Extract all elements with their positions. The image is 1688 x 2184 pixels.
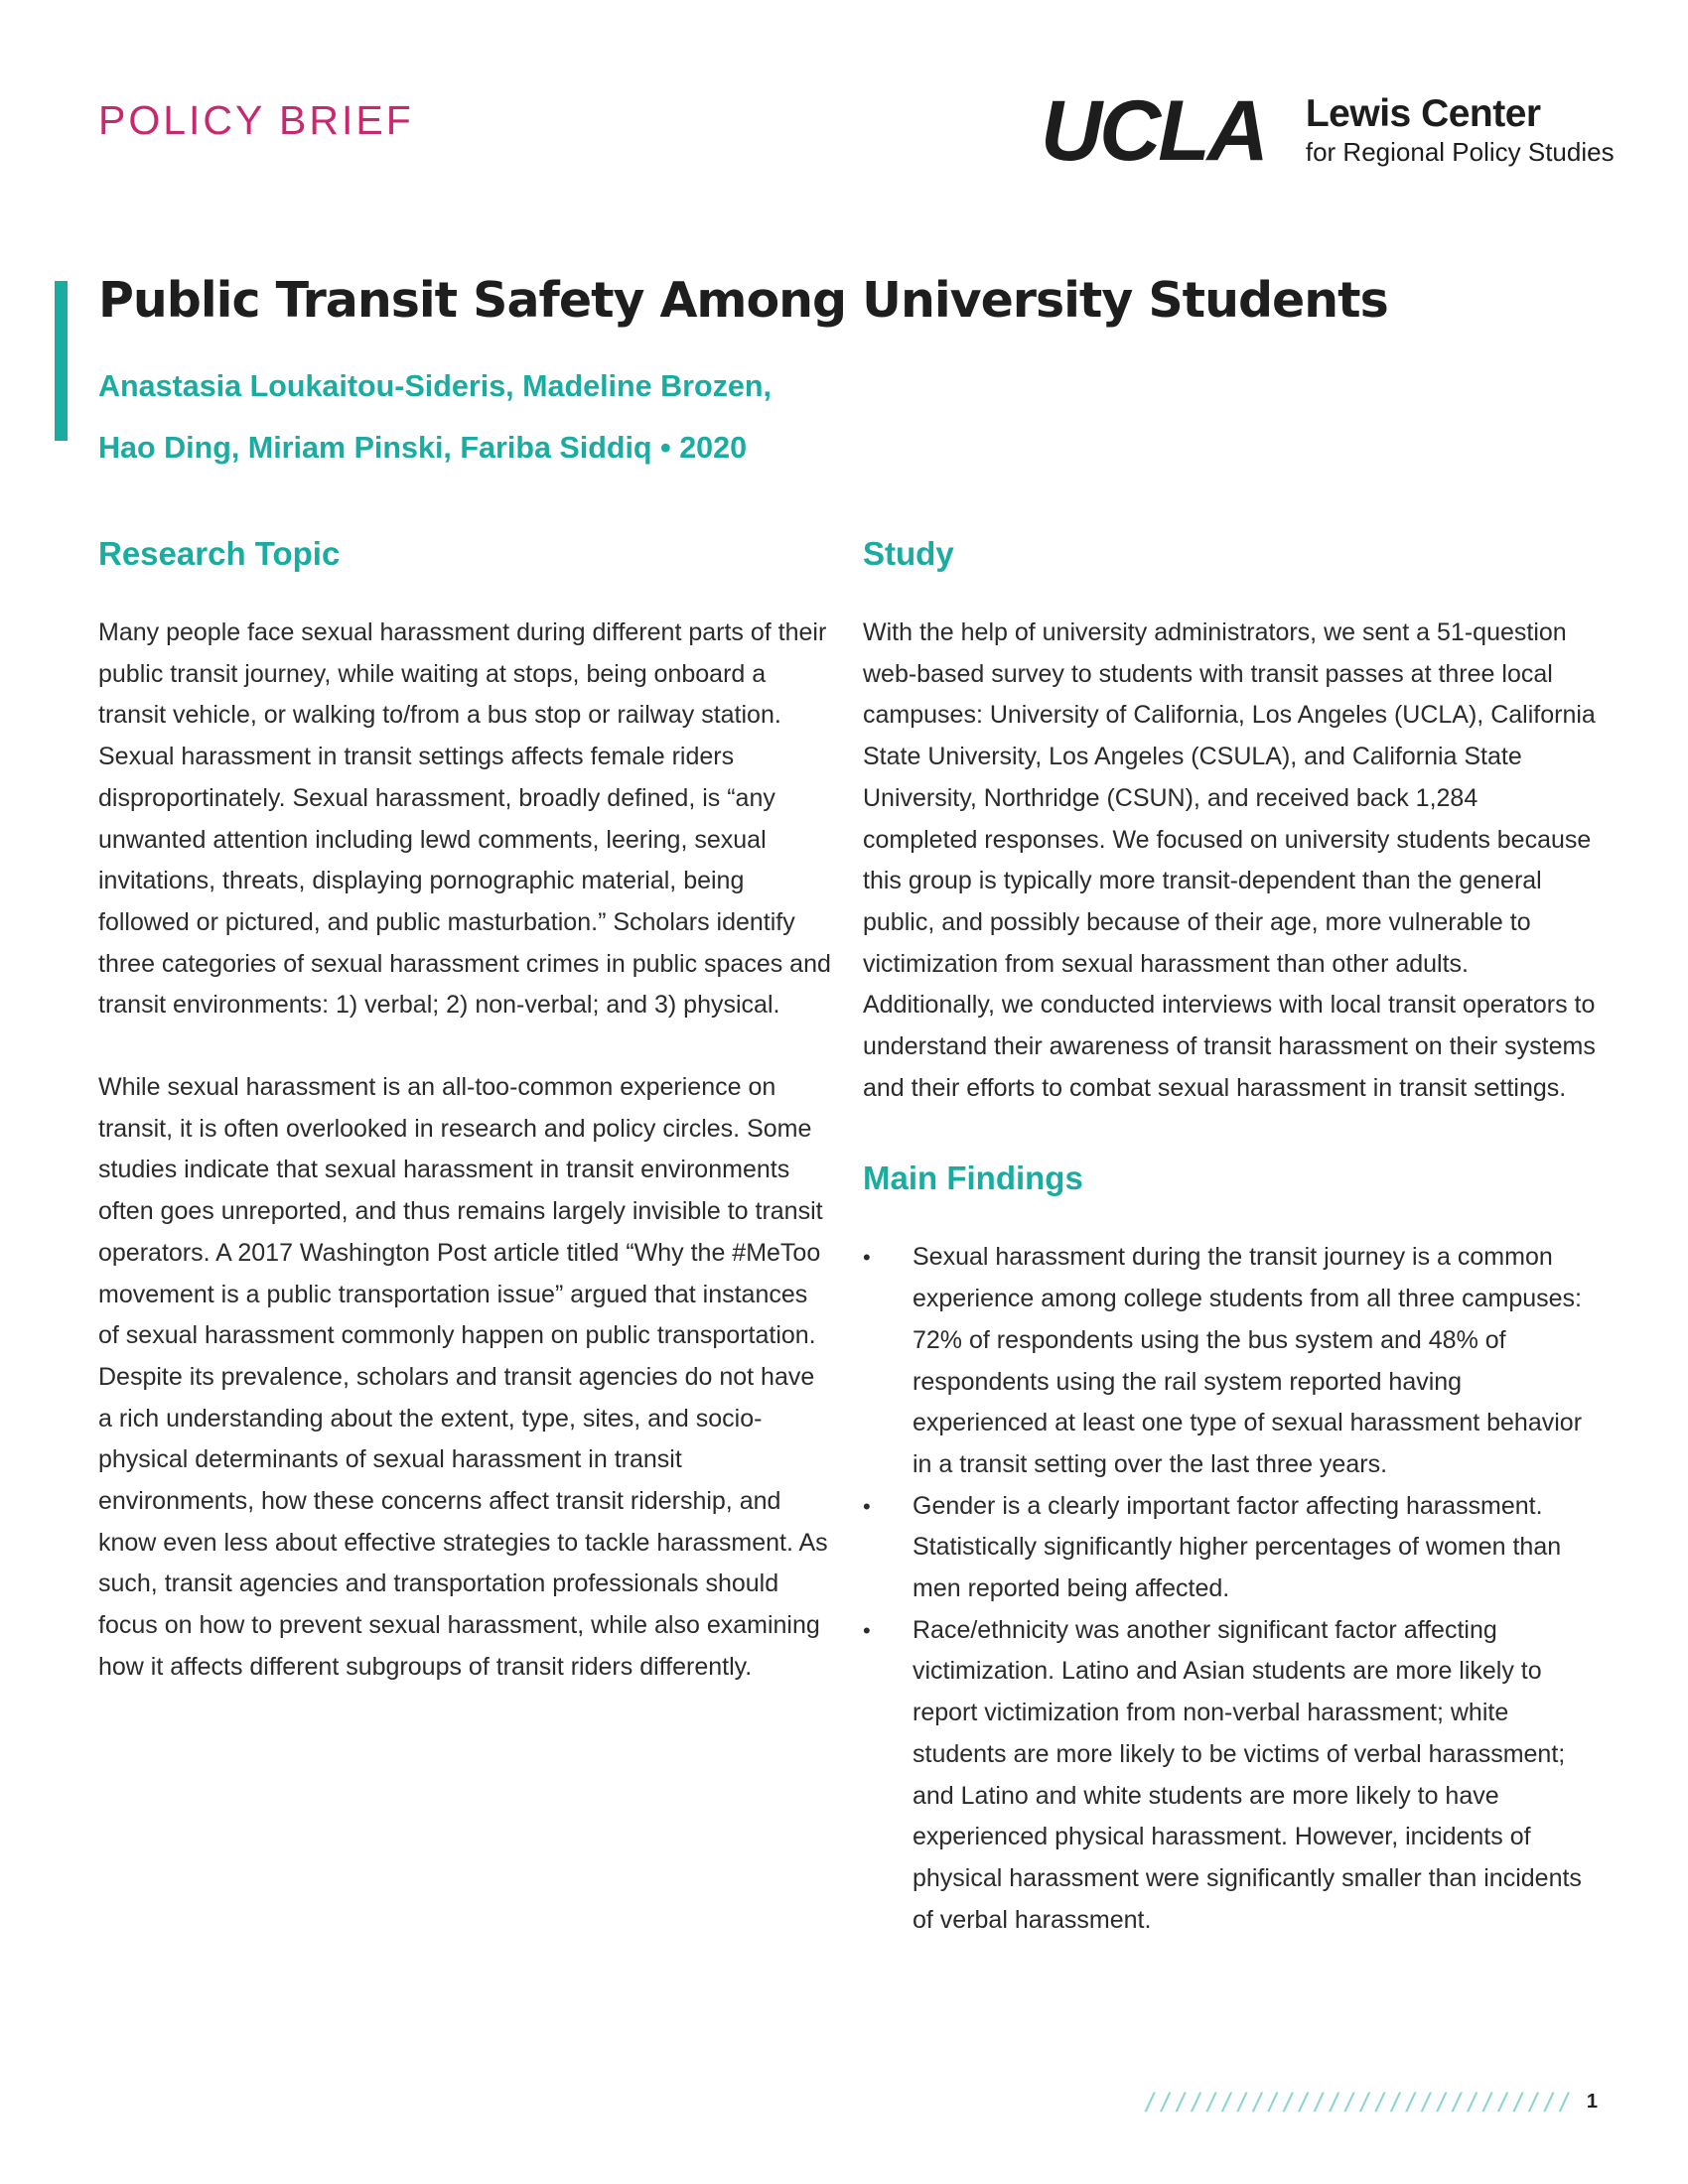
ucla-lewis-center-logo [1041,83,1615,179]
authors-block [98,355,772,478]
list-item [863,1610,1598,1942]
list-item [863,1237,1598,1485]
policy-brief-label: POLICY BRIEF [98,97,414,143]
finding-text: Race/ethnicity was another significant factor affecting victimization. Latino and Asian students are more likely to report victimization from non-verbal harassment; white students are more likely to be victims of verbal harassment; and Latino and white students are more likely to have experienced physical harassment. However, incidents of physical harassment were significantly smaller than incidents of verbal harassment. [913,1615,1582,1934]
main-findings-heading: Main Findings [863,1160,1083,1197]
list-item [863,1486,1598,1610]
study-paragraph: With the help of university administrators, we sent a 51-question web-based survey to students with transit passes at three local campuses: University of California, Los Angeles (UCLA), California State University, Los Angeles (CSULA), and California State University, Northridge (CSUN), and received back 1,284 completed responses. We focused on university students because this group is typically more transit-dependent than the general public, and possibly because of their age, more vulnerable to victimization from sexual harassment than other adults. Additionally, we conducted interviews with local transit operators to understand their awareness of transit harassment on their systems and their efforts to combat sexual harassment in transit settings. [863,618,1596,1102]
study-heading: Study [863,535,954,572]
lewis-center-wordmark [1306,91,1615,169]
bullet-icon: • [863,1617,871,1643]
finding-text: Sexual harassment during the transit journey is a common experience among college students from all three campuses: 72% of respondents using the bus system and 48% of respondents using the rail system reported having experienced at least one type of sexual harassment behavior in a transit setting over the last three years. [913,1243,1583,1478]
footer-decoration: //////////////////////////// [1143,2088,1573,2116]
right-column [863,528,1598,1941]
page-number: 1 [1586,2090,1598,2113]
finding-text: Gender is a clearly important factor affecting harassment. Statistically significantly higher percentages of women than men reported being affected. [913,1491,1562,1603]
logo-center-tagline: for Regional Policy Studies [1305,137,1615,167]
research-topic-heading: Research Topic [98,535,341,572]
main-findings-list [863,1237,1598,1941]
research-topic-paragraph-2: While sexual harassment is an all-too-common experience on transit, it is often overlooked in research and policy circles. Some studies indicate that sexual harassment in transit environments often goes unreported, and thus remains largely invisible to transit operators. A 2017 Washington Post article titled “Why the #MeToo movement is a public transportation issue” argued that instances of sexual harassment commonly happen on public transportation. Despite its prevalence, scholars and transit agencies do not have a rich understanding about the extent, type, sites, and socio-physical determinants of sexual harassment in transit environments, how these concerns affect transit ridership, and know even less about effective strategies to tackle harassment. As such, transit agencies and transportation professionals should focus on how to prevent sexual harassment, while also examining how it affects different subgroups of transit riders differently. [98,1073,828,1681]
page-footer [1143,2088,1598,2116]
page-title: Public Transit Safety Among University Students [98,272,1388,329]
bullet-icon: • [863,1493,871,1519]
bullet-icon: • [863,1245,871,1271]
authors-line-1: Anastasia Loukaitou-Sideris, Madeline Brozen, [98,369,772,403]
ucla-wordmark: UCLA [1041,83,1266,179]
logo-center-name: Lewis Center [1305,92,1541,135]
left-column [98,528,833,1689]
research-topic-paragraph-1: Many people face sexual harassment during different parts of their public transit journey, while waiting at stops, being onboard a transit vehicle, or walking to/from a bus stop or railway station. Sexual harassment in transit settings affects female riders disproportinately. Sexual harassment, broadly defined, is “any unwanted attention including lewd comments, leering, sexual invitations, threats, displaying pornographic material, being followed or pictured, and public masturbation.” Scholars identify three categories of sexual harassment crimes in public spaces and transit environments: 1) verbal; 2) non-verbal; and 3) physical. [98,618,831,1020]
title-accent-bar [55,281,68,441]
authors-line-2: Hao Ding, Miriam Pinski, Fariba Siddiq • 2020 [98,431,748,465]
